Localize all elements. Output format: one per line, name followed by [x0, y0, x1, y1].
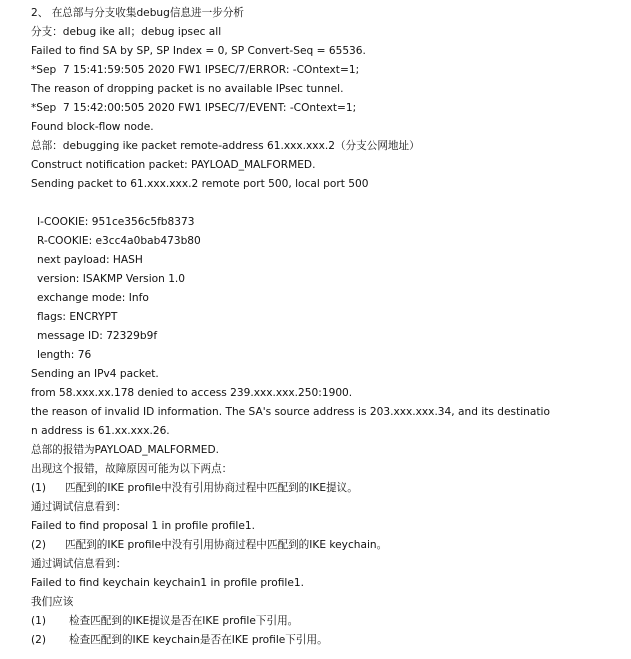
text-line: Failed to find keychain keychain1 in profile profile1. [31, 577, 304, 589]
text-line: 分支：debug ike all；debug ipsec all [31, 26, 222, 38]
text-line: Found block-flow node. [31, 121, 154, 133]
list-text: 匹配到的IKE profile中没有引用协商过程中匹配到的IKE提议。 [65, 482, 358, 494]
list-text: 检查匹配到的IKE keychain是否在IKE profile下引用。 [69, 634, 328, 646]
text-line: n address is 61.xx.xxx.26. [31, 425, 170, 437]
text-line: The reason of dropping packet is no available IPsec tunnel. [31, 83, 344, 95]
text-line: the reason of invalid ID information. The SA's source address is 203.xxx.xxx.34, and its destinatio [31, 406, 550, 418]
text-line: *Sep 7 15:41:59:505 2020 FW1 IPSEC/7/ERROR: -COntext=1; [31, 64, 360, 76]
cause-item-2 [31, 536, 627, 555]
text-line: 总部的报错为PAYLOAD_MALFORMED. [31, 444, 219, 456]
check-item-2 [31, 631, 627, 650]
section-title: 2、 在总部与分支收集debug信息进一步分析 [31, 7, 245, 19]
document-body [31, 4, 627, 650]
list-number: (1) [31, 615, 47, 627]
list-number: (2) [31, 634, 47, 646]
text-line: from 58.xxx.xx.178 denied to access 239.xxx.xxx.250:1900. [31, 387, 353, 399]
text-line: Sending packet to 61.xxx.xxx.2 remote port 500, local port 500 [31, 178, 369, 190]
text-line: Construct notification packet: PAYLOAD_MALFORMED. [31, 159, 316, 171]
packet-field: version: ISAKMP Version 1.0 [37, 273, 186, 285]
text-line: Failed to find SA by SP, SP Index = 0, SP Convert-Seq = 65536. [31, 45, 366, 57]
list-number: (1) [31, 482, 47, 494]
list-text: 检查匹配到的IKE提议是否在IKE profile下引用。 [69, 615, 299, 627]
packet-field: length: 76 [37, 349, 92, 361]
list-number: (2) [31, 539, 47, 551]
text-line: 我们应该 [31, 596, 74, 608]
check-item-1 [31, 612, 627, 631]
text-line: Sending an IPv4 packet. [31, 368, 159, 380]
packet-field: exchange mode: Info [37, 292, 149, 304]
text-line: Failed to find proposal 1 in profile profile1. [31, 520, 255, 532]
packet-field: message ID: 72329b9f [37, 330, 158, 342]
packet-field: R-COOKIE: e3cc4a0bab473b80 [37, 235, 201, 247]
text-line: *Sep 7 15:42:00:505 2020 FW1 IPSEC/7/EVENT: -COntext=1; [31, 102, 357, 114]
text-line: 总部：debugging ike packet remote-address 61.xxx.xxx.2（分支公网地址） [31, 140, 420, 152]
packet-field: I-COOKIE: 951ce356c5fb8373 [37, 216, 195, 228]
packet-field: flags: ENCRYPT [37, 311, 118, 323]
cause-item-1 [31, 479, 627, 498]
text-line: 通过调试信息看到： [31, 558, 127, 570]
text-line: 通过调试信息看到： [31, 501, 127, 513]
packet-field: next payload: HASH [37, 254, 143, 266]
text-line: 出现这个报错，故障原因可能为以下两点： [31, 463, 233, 475]
list-text: 匹配到的IKE profile中没有引用协商过程中匹配到的IKE keychain。 [65, 539, 388, 551]
blank-line [31, 194, 627, 213]
